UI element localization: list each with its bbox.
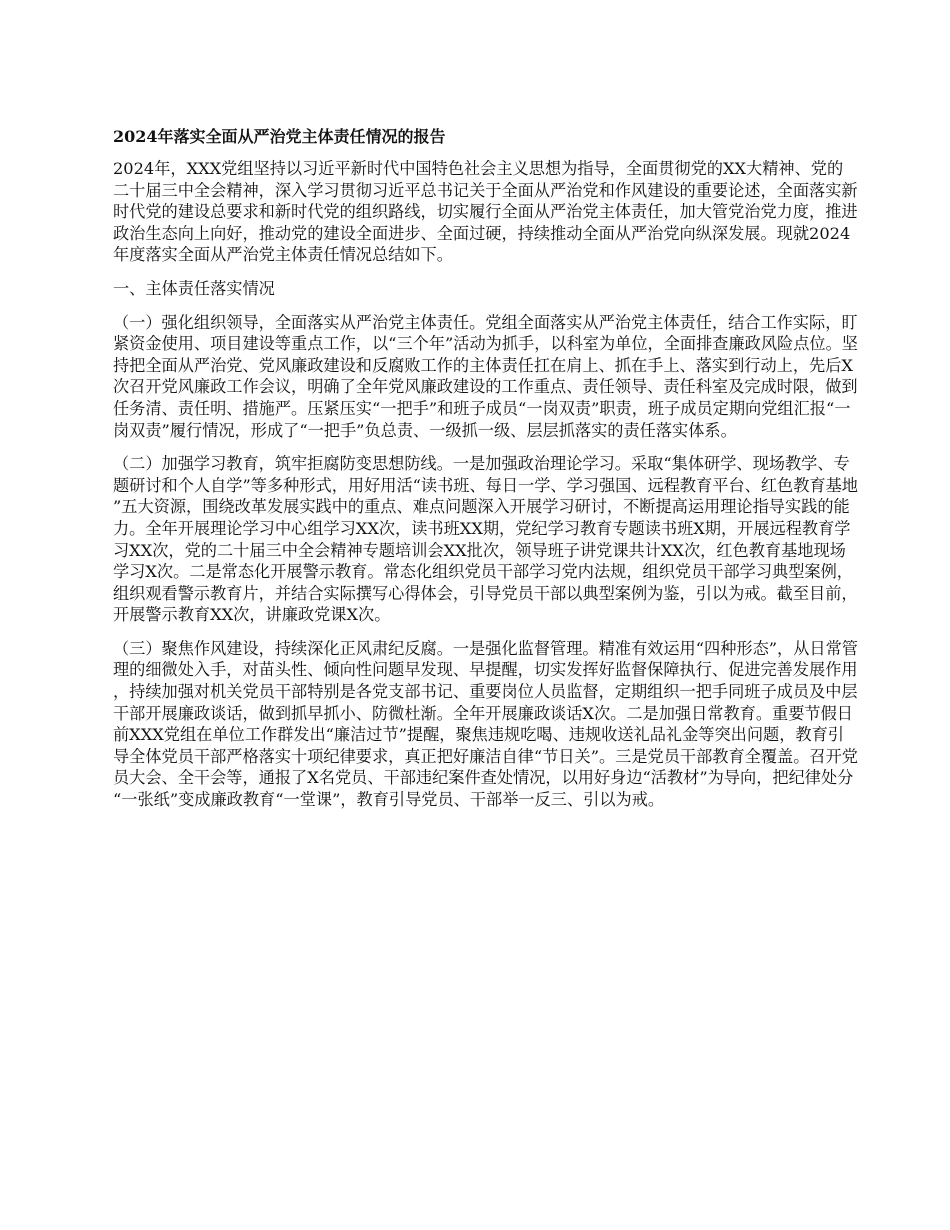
- section-heading-1: 一、主体责任落实情况: [113, 278, 275, 298]
- paragraph-study-education: （二）加强学习教育，筑牢拒腐防变思想防线。一是加强政治理论学习。采取“集体研学、现场教学、专题研讨和个人自学”等多种形式，用好用活“读书班、每日一学、学习强国、远程教育平台、红色教育基地”五大资源，围绕改革发展实践中的重点、难点问题深入开展学习研讨，不断提高运用理论指导实践的能力。全年开展理论学习中心组学习XX次，读书班XX期，党纪学习教育专题读书班X期，开展远程教育学习XX次，党的二十届三中全会精神专题培训会XX批次，领导班子讲党课共计XX次，红色教育基地现场学习X次。二是常态化开展警示教育。常态化组织党员干部学习党内法规，组织党员干部学习典型案例，组织观看警示教育片，并结合实际撰写心得体会，引导党员干部以典型案例为鉴，引以为戒。截至目前，开展警示教育XX次，讲廉政党课X次。: [113, 454, 858, 625]
- intro-paragraph: 2024年，XXX党组坚持以习近平新时代中国特色社会主义思想为指导，全面贯彻党的XX大精神、党的二十届三中全会精神，深入学习贯彻习近平总书记关于全面从严治党和作风建设的重要论述，全面落实新时代党的建设总要求和新时代党的组织路线，切实履行全面从严治党主体责任，加大管党治党力度，推进政治生态向上向好，推动党的建设全面进步、全面过硬，持续推动全面从严治党向纵深发展。现就2024年度落实全面从严治党主体责任情况总结如下。: [113, 159, 858, 265]
- paragraph-organization-leadership: （一）强化组织领导，全面落实从严治党主体责任。党组全面落实从严治党主体责任，结合工作实际，盯紧资金使用、项目建设等重点工作，以“三个年”活动为抓手，以科室为单位，全面排查廉政风险点位。坚持把全面从严治党、党风廉政建设和反腐败工作的主体责任扛在肩上、抓在手上、落实到行动上，先后X次召开党风廉政工作会议，明确了全年党风廉政建设的工作重点、责任领导、责任科室及完成时限，做到任务清、责任明、措施严。压紧压实“一把手”和班子成员“一岗双责”职责，班子成员定期向党组汇报“一岗双责”履行情况，形成了“一把手”负总责、一级抓一级、层层抓落实的责任落实体系。: [113, 312, 858, 440]
- document-title: 2024年落实全面从严治党主体责任情况的报告: [113, 127, 446, 146]
- document-page: [113, 126, 858, 823]
- paragraph-work-style: （三）聚焦作风建设，持续深化正风肃纪反腐。一是强化监督管理。精准有效运用“四种形态”，从日常管理的细微处入手，对苗头性、倾向性问题早发现、早提醒，切实发挥好监督保障执行、促进完善发展作用，持续加强对机关党员干部特别是各党支部书记、重要岗位人员监督，定期组织一把手同班子成员及中层干部开展廉政谈话，做到抓早抓小、防微杜渐。全年开展廉政谈话X次。二是加强日常教育。重要节假日前XXX党组在单位工作群发出“廉洁过节”提醒，聚焦违规吃喝、违规收送礼品礼金等突出问题，教育引导全体党员干部严格落实十项纪律要求，真正把好廉洁自律“节日关”。三是党员干部教育全覆盖。召开党员大会、全干会等，通报了X名党员、干部违纪案件查处情况，以用好身边“活教材”为导向，把纪律处分“一张纸”变成廉政教育“一堂课”，教育引导党员、干部举一反三、引以为戒。: [113, 638, 858, 810]
